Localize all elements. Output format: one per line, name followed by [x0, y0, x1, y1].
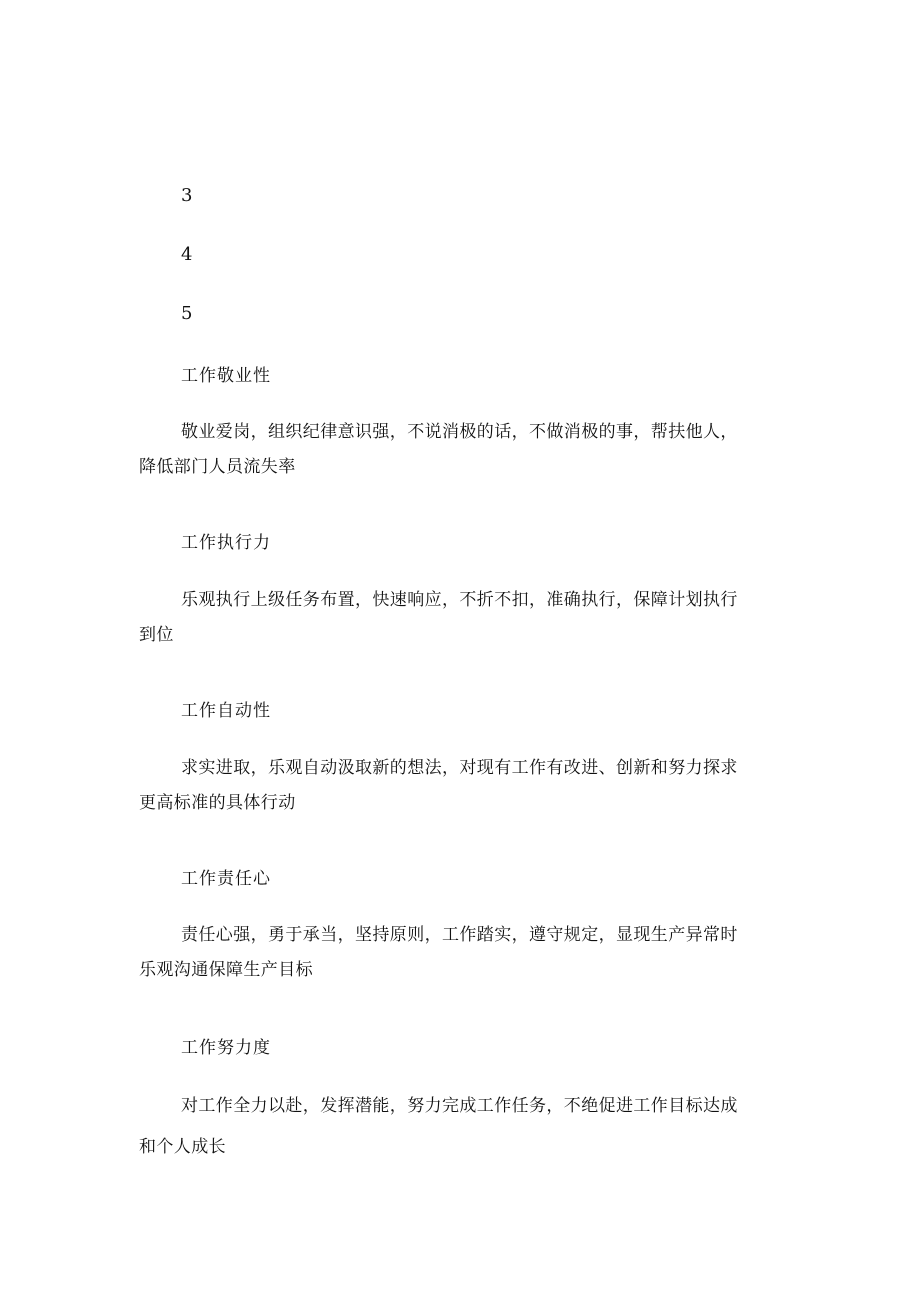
- paragraph-line: 和个人成长: [139, 1137, 226, 1157]
- section-paragraph: [139, 757, 789, 814]
- section-paragraph: [139, 589, 789, 646]
- section-heading: 工作执行力: [181, 533, 271, 553]
- section-paragraph: [139, 924, 789, 981]
- paragraph-line: 降低部门人员流失率: [139, 457, 296, 477]
- section-heading: 工作自动性: [181, 701, 271, 721]
- paragraph-line: 更高标准的具体行动: [139, 793, 296, 813]
- section-heading: 工作敬业性: [181, 366, 271, 386]
- paragraph-line: 责任心强，勇于承当，坚持原则，工作踏实，遵守规定，显现生产异常时: [181, 925, 738, 945]
- item-number: 3: [181, 185, 193, 206]
- section-heading: 工作努力度: [181, 1038, 271, 1058]
- section-heading: 工作责任心: [181, 869, 271, 889]
- item-number: 4: [181, 244, 193, 265]
- paragraph-line: 乐观执行上级任务布置，快速响应，不折不扣，准确执行，保障计划执行: [181, 590, 738, 610]
- section-paragraph: [139, 421, 789, 478]
- paragraph-line: 到位: [139, 625, 174, 645]
- item-number: 5: [181, 303, 193, 324]
- paragraph-line: 对工作全力以赴，发挥潜能，努力完成工作任务，不绝促进工作目标达成: [181, 1096, 738, 1116]
- section-paragraph: [139, 1095, 789, 1158]
- paragraph-line: 乐观沟通保障生产目标: [139, 960, 313, 980]
- paragraph-line: 敬业爱岗，组织纪律意识强，不说消极的话，不做消极的事，帮扶他人，: [181, 422, 738, 442]
- paragraph-line: 求实进取，乐观自动汲取新的想法，对现有工作有改进、创新和努力探求: [181, 758, 738, 778]
